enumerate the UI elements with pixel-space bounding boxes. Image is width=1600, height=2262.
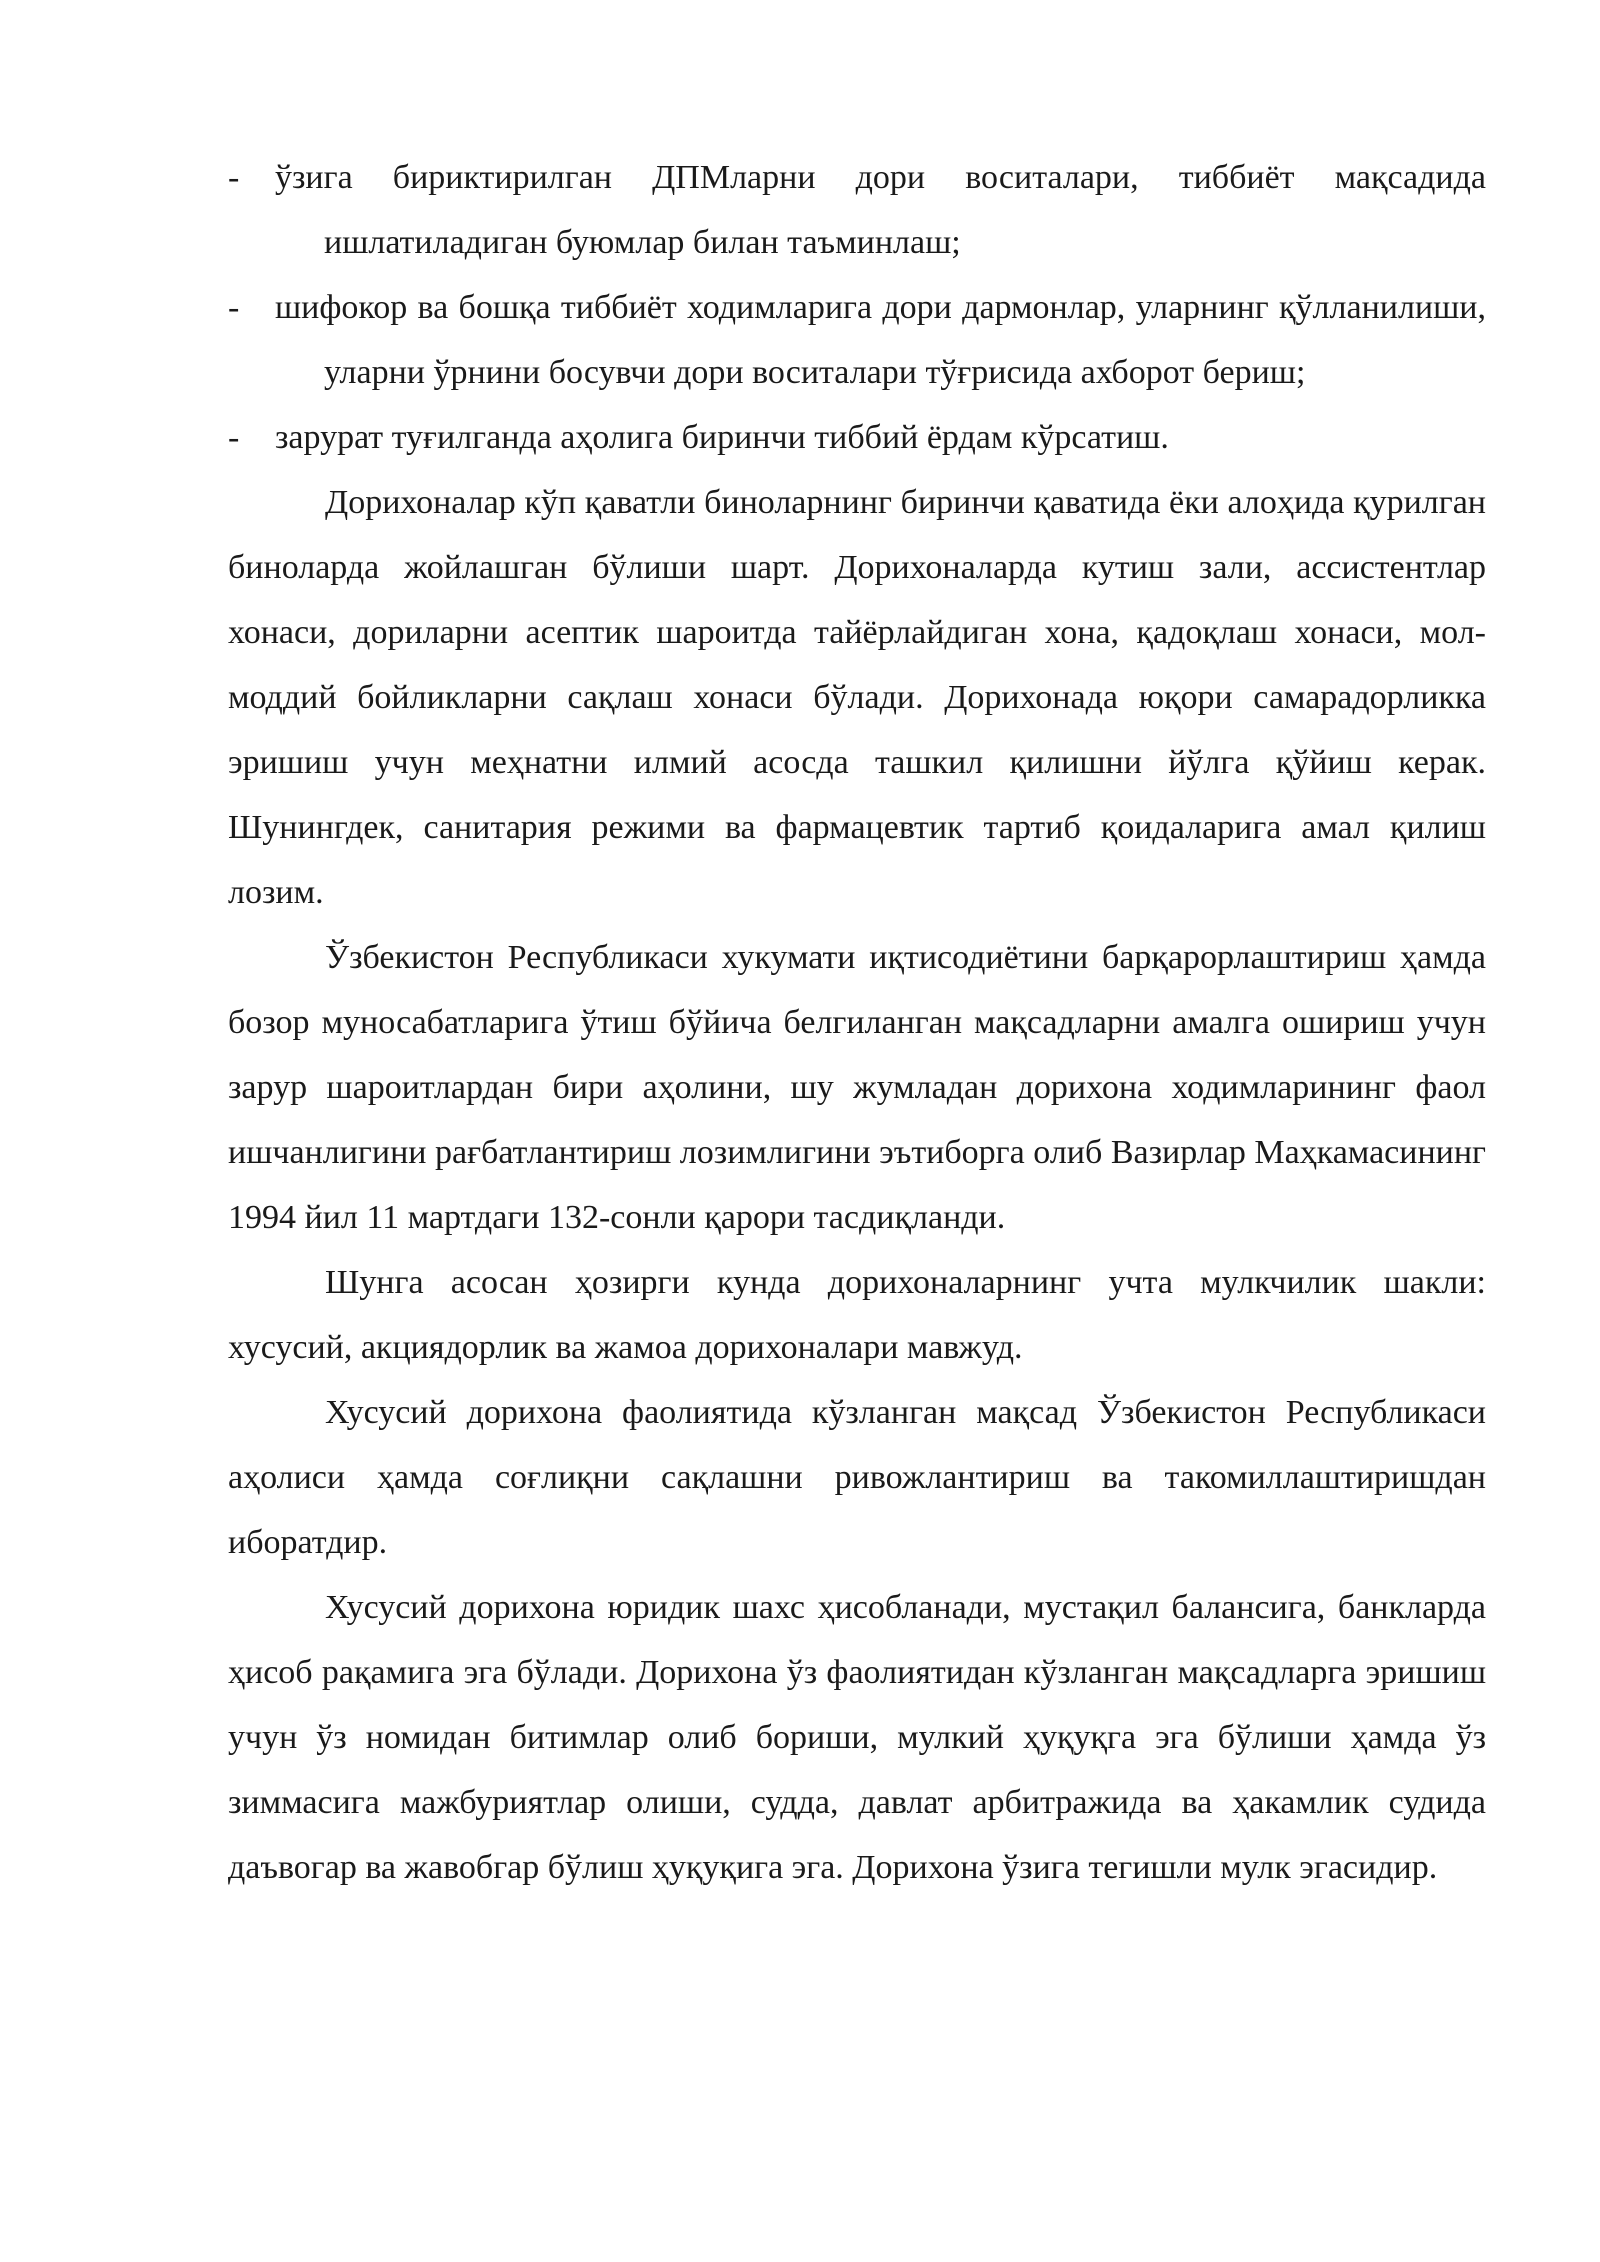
body-paragraph: Ўзбекистон Республикаси хукумати иқтисодиётини барқарорлаштириш ҳамда бозор муносабатларига ўтиш бўйича белгиланган мақсадларни амалга ошириш учун зарур шароитлардан бири аҳолини, шу жумладан дорихона ходимларининг фаол ишчанлигини рағбатлантириш лозимлигини эътиборга олиб Вазирлар Маҳкамасининг 1994 йил 11 мартдаги 132-сонли қарори тасдиқланди.: [228, 939, 1486, 1236]
list-item-marker: -: [228, 419, 240, 456]
body-paragraph: Шунга асосан ҳозирги кунда дорихоналарнинг учта мулкчилик шакли: хусусий, акциядорлик ва жамоа дорихоналари мавжуд.: [228, 1264, 1486, 1366]
body-paragraph: Хусусий дорихона юридик шахс ҳисобланади, мустақил балансига, банкларда ҳисоб рақамига эга бўлади. Дорихона ўз фаолиятидан кўзланган мақсадларга эришиш учун ўз номидан битимлар олиб бориши, мулкий ҳуқуқга эга бўлиши ҳамда ўз зиммасига мажбуриятлар олиши, судда, давлат арбитражида ва ҳакамлик судида даъвогар ва жавобгар бўлиш ҳуқуқига эга. Дорихона ўзига тегишли мулк эгасидир.: [228, 1589, 1486, 1886]
list-item-text: ўзига бириктирилган ДПМларни дори воситалари, тиббиёт мақсадида ишлатиладиган буюмлар билан таъминлаш;: [275, 159, 1486, 261]
list-item: [228, 275, 1486, 405]
list-item-marker: -: [228, 289, 240, 326]
body-paragraph: Хусусий дорихона фаолиятида кўзланган мақсад Ўзбекистон Республикаси аҳолиси ҳамда соғлиқни сақлашни ривожлантириш ва такомиллаштиришдан иборатдир.: [228, 1394, 1486, 1561]
list-item: [228, 145, 1486, 275]
list-item-text: зарурат туғилганда аҳолига биринчи тиббий ёрдам кўрсатиш.: [275, 419, 1169, 456]
list-item: [228, 405, 1486, 470]
body-paragraph: Дорихоналар кўп қаватли биноларнинг биринчи қаватида ёки алоҳида қурилган биноларда жойлашган бўлиши шарт. Дорихоналарда кутиш зали, ассистентлар хонаси, дориларни асептик шароитда тайёрлайдиган хона, қадоқлаш хонаси, мол-моддий бойликларни сақлаш хонаси бўлади. Дорихонада юқори самарадорликка эришиш учун меҳнатни илмий асосда ташкил қилишни йўлга қўйиш керак. Шунингдек, санитария режими ва фармацевтик тартиб қоидаларига амал қилиш лозим.: [228, 484, 1486, 911]
list-item-marker: -: [228, 159, 240, 196]
document-page: [228, 145, 1486, 1900]
list-item-text: шифокор ва бошқа тиббиёт ходимларига дори дармонлар, уларнинг қўлланилиши, уларни ўрнини босувчи дори воситалари тўғрисида ахборот бериш;: [275, 289, 1486, 391]
